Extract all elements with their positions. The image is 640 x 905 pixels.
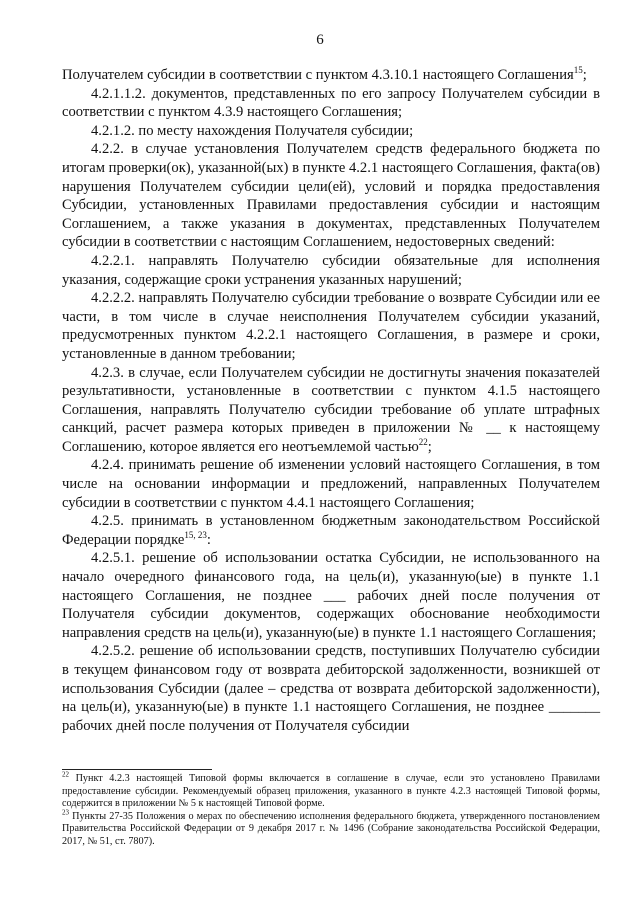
footnote-divider <box>62 769 212 770</box>
paragraph-4-2-5-1: 4.2.5.1. решение об использовании остатка Субсидии, не использованного на начало очередного финансового года, на цель(и), указанную(ые) в пункте 1.1 настоящего Соглашения, не позднее ___ рабочих дней после получения от Получателя субсидии документов, содержащих обоснование необходимости направления средств на цель(и), указанную(ые) в пункте 1.1 настоящего Соглашения; <box>62 550 600 641</box>
footnote-23: $^{23}$ Пункты 27-35 Положения о мерах по обеспечению исполнения федерального бюджета, утвержденного постановлением Правительства Российской Федерации от 9 декабря 2017 г. № 1496 (Собрание законодательства Российской Федерации, 2017, № 51, ст. 7807). <box>62 808 600 847</box>
paragraph-4-2-5: 4.2.5. принимать в установленном бюджетным законодательством Российской Федерации порядке$^{15, 23}$: <box>62 513 600 548</box>
paragraph-4-2-2-2: 4.2.2.2. направлять Получателю субсидии требование о возврате Субсидии или ее части, в том числе в случае неисполнения Получателем субсидии указаний, предусмотренных пунктом 4.2.2.1 настоящего Соглашения, в размере и сроки, установленные в данном требовании; <box>62 290 600 362</box>
paragraph-4-2-1-2: 4.2.1.2. по месту нахождения Получателя субсидии; <box>91 122 414 139</box>
page-number: 6 <box>316 32 324 48</box>
paragraph-4-2-2: 4.2.2. в случае установления Получателем средств федерального бюджета по итогам проверки(ок), указанной(ых) в пункте 4.2.1 настоящего Соглашения, факта(ов) нарушения Получателем субсидии цели(ей), условий и порядка предоставления Субсидии, установленных Правилами предоставления субсидии и настоящим Соглашением, а также указания в документах, представленных Получателем субсидии в соответствии с настоящим Соглашением, недостоверных сведений: <box>62 141 600 251</box>
paragraph-4-2-2-1: 4.2.2.1. направлять Получателю субсидии обязательные для исполнения указания, содержащие сроки устранения указанных нарушений; <box>62 252 600 288</box>
paragraph-4-2-4: 4.2.4. принимать решение об изменении условий настоящего Соглашения, в том числе на основании информации и предложений, направленных Получателем субсидии в соответствии с пунктом 4.4.1 настоящего Соглашения; <box>62 457 600 511</box>
footnote-ref-15: 15 <box>573 65 583 76</box>
footnote-22: $^{22}$ Пункт 4.2.3 настоящей Типовой формы включается в соглашение в случае, если это установлено Правилами предоставление субсидии. Рекомендуемый образец приложения, указанного в пункте 4.2.3 настоящей Типовой формы, содержится в приложении № 5 к настоящей Типовой форме. <box>62 770 600 810</box>
paragraph-4-2-5-2: 4.2.5.2. решение об использовании средств, поступивших Получателю субсидии в текущем финансовом году от возврата дебиторской задолженности, возникшей от использования Субсидии (далее – средства от возврата дебиторской задолженности), на цель(и), указанную(ые) в пункте 1.1 настоящего Соглашения, не позднее _______ рабочих дней после получения от Получателя субсидии <box>62 643 600 734</box>
paragraph-4-2-1-1-2: 4.2.1.1.2. документов, представленных по его запросу Получателем субсидии в соответствии с пунктом 4.3.9 настоящего Соглашения; <box>62 85 600 121</box>
footnote-mark-23: 23 <box>62 808 69 817</box>
footnote-mark-22: 22 <box>62 770 69 779</box>
paragraph-4-2-3: 4.2.3. в случае, если Получателем субсидии не достигнуты значения показателей результативности, установленные в соответствии с пунктом 4.1.5 настоящего Соглашения, направлять Получателю субсидии требование об уплате штрафных санкций, расчет размера которых приведен в приложении № __ к настоящему Соглашению, которое является его неотъемлемой частью$^{22}$; <box>62 364 600 455</box>
paragraph-4-3-10-1-continuation: Получателем субсидии в соответствии с пунктом 4.3.10.1 настоящего Соглашения$^{15}$; <box>62 65 587 83</box>
document-body <box>62 66 600 735</box>
footnote-ref-22: 22 <box>418 437 428 448</box>
footnote-ref-15-23: 15, 23 <box>184 529 207 540</box>
footnotes <box>62 770 600 849</box>
